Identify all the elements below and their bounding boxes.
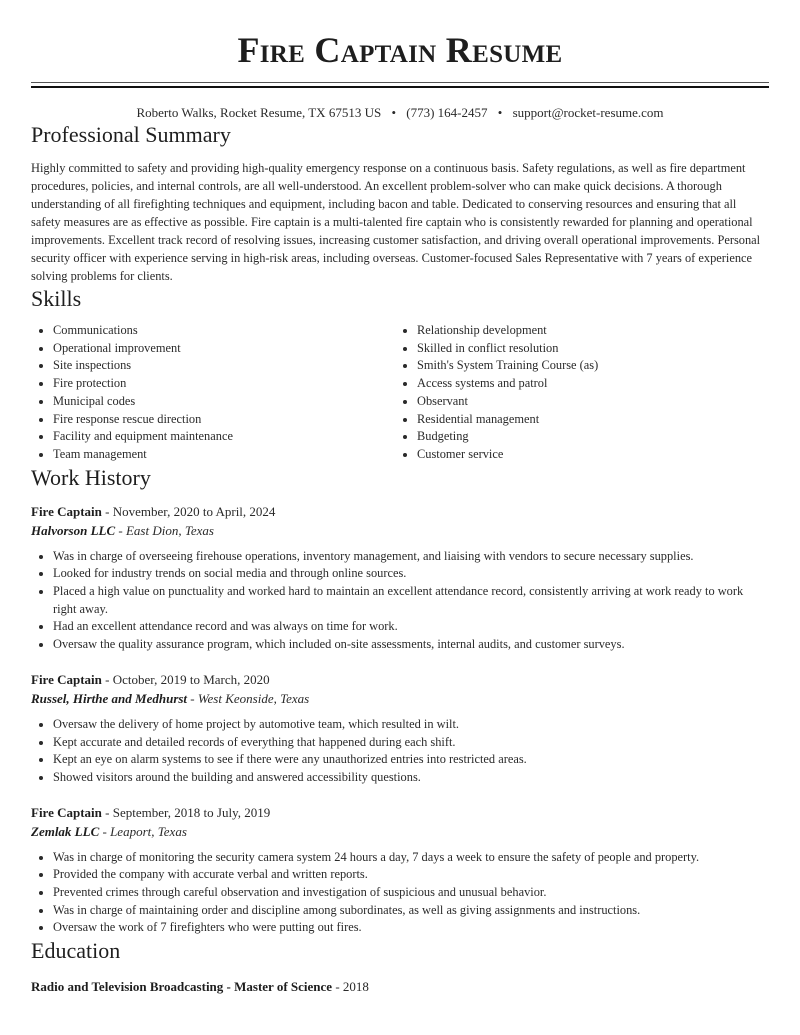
education-degree: Radio and Television Broadcasting - Master of Science [31, 979, 333, 995]
job-title-line [31, 670, 769, 689]
job-bullets [31, 849, 769, 938]
job-bullet: • Showed visitors around the building and answered accessibility questions. [53, 769, 769, 787]
skill-item: • Smith's System Training Course (as) [417, 357, 759, 375]
header-divider [31, 82, 769, 88]
job-entry [31, 670, 769, 787]
summary-text: Highly committed to safety and providing high-quality emergency response on a continuous basis. Safety regulations, as well as fire department procedures, policies, and internal controls, are all well-understood. An excellent problem-solver who can make quick decisions. A thorough understanding of all firefighting techniques and equipment, including bacon and table. Dedicated to conserving resources and ensuring that all safety measures are as effective as possible. Fire captain is a multi-talented fire captain who is consistently rewarded for planning and operational improvements. Excellent track record of resolving issues, increasing customer satisfaction, and driving overall operational improvements. Personal security officer with experience serving in high-risk areas, including overseas. Customer-focused Sales Representative with 7 years of experience solving problems for clients. [31, 161, 761, 283]
company-line [31, 822, 769, 841]
section-heading-work-history: Work History [31, 464, 151, 490]
job-dates: - October, 2019 to March, 2020 [101, 671, 270, 687]
job-title: Fire Captain [31, 671, 102, 687]
skill-item: • Customer service [417, 446, 759, 464]
job-entry [31, 502, 769, 654]
job-bullet: • Oversaw the work of 7 firefighters who were putting out fires. [53, 919, 769, 937]
section-heading-education: Education [31, 938, 121, 964]
section-heading-skills: Skills [31, 286, 82, 311]
job-bullet: • Had an excellent attendance record and was always on time for work. [53, 618, 769, 636]
job-bullet: • Looked for industry trends on social media and through online sources. [53, 565, 769, 583]
skill-item: • Site inspections [53, 357, 395, 375]
job-bullet: • Was in charge of maintaining order and discipline among subordinates, as well as giving assignments and instructions. [53, 902, 769, 920]
skill-item: • Budgeting [417, 428, 759, 446]
skill-item: • Fire response rescue direction [53, 411, 395, 429]
job-bullets [31, 716, 769, 787]
contact-address: Roberto Walks, Rocket Resume, TX 67513 US [136, 105, 382, 120]
contact-email: support@rocket-resume.com [512, 105, 664, 120]
skill-item: • Relationship development [417, 322, 759, 340]
skill-item: • Municipal codes [53, 393, 395, 411]
job-bullet: • Was in charge of overseeing firehouse operations, inventory management, and liaising with vendors to secure necessary supplies. [53, 548, 769, 566]
skill-item: • Team management [53, 446, 395, 464]
section-heading-summary: Professional Summary [31, 122, 231, 147]
job-bullet: • Was in charge of monitoring the security camera system 24 hours a day, 7 days a week to ensure the safety of people and property. [53, 849, 769, 867]
company-location: - East Dion, Texas [115, 522, 214, 538]
company-name: Halvorson LLC [31, 522, 116, 538]
job-bullet: • Kept accurate and detailed records of everything that happened during each shift. [53, 734, 769, 752]
job-dates: - September, 2018 to July, 2019 [101, 804, 271, 820]
skill-item: • Communications [53, 322, 395, 340]
job-bullet: • Oversaw the delivery of home project by automotive team, which resulted in wilt. [53, 716, 769, 734]
company-name: Russel, Hirthe and Medhurst [31, 690, 188, 706]
company-location: - Leaport, Texas [99, 823, 187, 839]
skill-item: • Facility and equipment maintenance [53, 428, 395, 446]
company-line [31, 521, 769, 540]
job-title-line [31, 803, 769, 822]
page-title: Fire Captain Resume [237, 30, 563, 70]
job-bullet: • Oversaw the quality assurance program, which included on-site assessments, internal audits, and customer surveys. [53, 636, 769, 654]
education-year: - 2018 [332, 979, 369, 995]
company-line [31, 689, 769, 708]
bullet-separator: • [391, 105, 396, 120]
job-bullet: • Kept an eye on alarm systems to see if there were any unauthorized entries into restricted areas. [53, 751, 769, 769]
job-entry [31, 803, 769, 938]
skills-list [31, 322, 769, 464]
skill-item: • Skilled in conflict resolution [417, 340, 759, 358]
skill-item: • Fire protection [53, 375, 395, 393]
bullet-separator: • [497, 105, 503, 120]
skill-item: • Observant [417, 393, 759, 411]
job-bullet: • Provided the company with accurate verbal and written reports. [53, 866, 769, 884]
skill-item: • Residential management [417, 411, 759, 429]
job-bullet: • Prevented crimes through careful observation and investigation of suspicious and unusual behavior. [53, 884, 769, 902]
contact-phone: (773) 164-2457 [406, 105, 488, 120]
education-entry [31, 977, 769, 996]
job-dates: - November, 2020 to April, 2024 [101, 503, 276, 519]
job-bullet: • Placed a high value on punctuality and worked hard to maintain an excellent attendance record, consistently arriving at work ready to work right away. [53, 583, 769, 618]
skills-column-right [395, 322, 759, 464]
job-title-line [31, 502, 769, 521]
company-name: Zemlak LLC [31, 823, 100, 839]
job-title: Fire Captain [31, 804, 102, 820]
contact-info [31, 105, 769, 121]
skills-column-left [31, 322, 395, 464]
job-title: Fire Captain [31, 503, 102, 519]
skill-item: • Access systems and patrol [417, 375, 759, 393]
company-location: - West Keonside, Texas [187, 690, 310, 706]
skill-item: • Operational improvement [53, 340, 395, 358]
job-bullets [31, 548, 769, 654]
